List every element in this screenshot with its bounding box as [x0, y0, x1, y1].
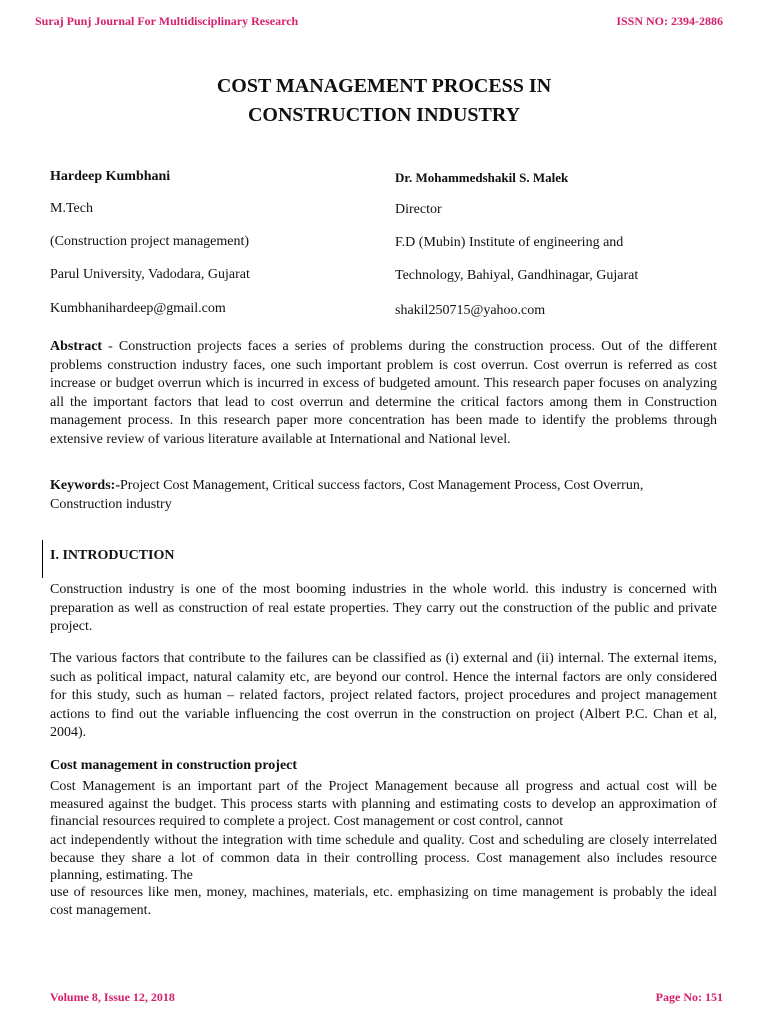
introduction-paragraph-2: The various factors that contribute to the failures can be classified as (i) external and (ii) internal. The external items, such as political impact, natural calamity etc, are beyond our control. Hence the internal factors are only considered for this study, such as human – related factors, project related factors, project procedures and project management actions to find out the variable influencing the cost overrun in the construction on project (Albert P.C. Chan et al, 2004). [50, 651, 717, 741]
title-line-2: CONSTRUCTION INDUSTRY [247, 104, 521, 126]
author-left-university: Parul University, Vadodara, Gujarat [50, 267, 250, 282]
volume-issue: Volume 8, Issue 12, 2018 [50, 990, 175, 1004]
author-right-role: Director [395, 202, 442, 217]
keywords-label: Keywords:- [50, 478, 120, 493]
section-margin-bar [42, 540, 43, 578]
journal-name: Suraj Punj Journal For Multidisciplinary Research [35, 14, 299, 28]
title-line-1: COST MANAGEMENT PROCESS IN [216, 75, 552, 97]
abstract-separator: - [102, 339, 119, 354]
author-left-degree: M.Tech [50, 201, 93, 216]
abstract [50, 338, 717, 450]
page-number: Page No: 151 [655, 990, 723, 1004]
author-left-specialization: (Construction project management) [50, 234, 250, 249]
author-right-institute-line1: F.D (Mubin) Institute of engineering and [395, 235, 624, 250]
abstract-text: Construction projects faces a series of problems during the construction process. Out of the different problems construction industry faces, one such important problem is cost overrun. Cost overrun is referred as cost increase or budget overrun which is incurred in excess of budgeted amount. This research paper focuses on analyzing all the important factors that lead to cost overrun and determine the critical factors among them in Construction management process. In this research paper more concentration has been made to identify the problems through extensive review of various literature available at International and National level. [50, 339, 717, 447]
author-right-name: Dr. Mohammedshakil S. Malek [395, 170, 569, 185]
author-left-email: Kumbhanihardeep@gmail.com [50, 301, 226, 316]
author-right-institute-line2: Technology, Bahiyal, Gandhinagar, Gujarat [395, 268, 639, 283]
abstract-label: Abstract [50, 339, 103, 354]
cost-management-paragraph-3: use of resources like men, money, machines, materials, etc. emphasizing on time management is probably the ideal cost management. [50, 885, 717, 918]
author-left-name: Hardeep Kumbhani [50, 169, 171, 184]
cost-management-heading: Cost management in construction project [50, 758, 298, 773]
cost-management-paragraph-2: act independently without the integration with time schedule and quality. Cost and scheduling are closely interrelated because they share a lot of common data in their controlling process. Cost management also includes resource planning, estimating. The [50, 833, 717, 883]
issn-number: ISSN NO: 2394-2886 [616, 14, 723, 28]
introduction-heading: I. INTRODUCTION [50, 548, 175, 563]
author-right-email: shakil250715@yahoo.com [395, 303, 546, 318]
introduction-paragraph-1: Construction industry is one of the most booming industries in the whole world. this industry is concerned with preparation as well as construction of real estate properties. They carry out the construction of the public and private project. [50, 582, 717, 635]
cost-management-paragraph-1: Cost Management is an important part of the Project Management because all progress and actual cost will be measured against the budget. This process starts with planning and estimating costs to develop an approximation of financial resources required to complete a project. Cost management or cost control, cannot [50, 779, 717, 829]
keywords [50, 477, 717, 514]
paper-title [0, 72, 768, 130]
keywords-text: Project Cost Management, Critical success factors, Cost Management Process, Cost Overrun, Construction industry [50, 478, 644, 512]
